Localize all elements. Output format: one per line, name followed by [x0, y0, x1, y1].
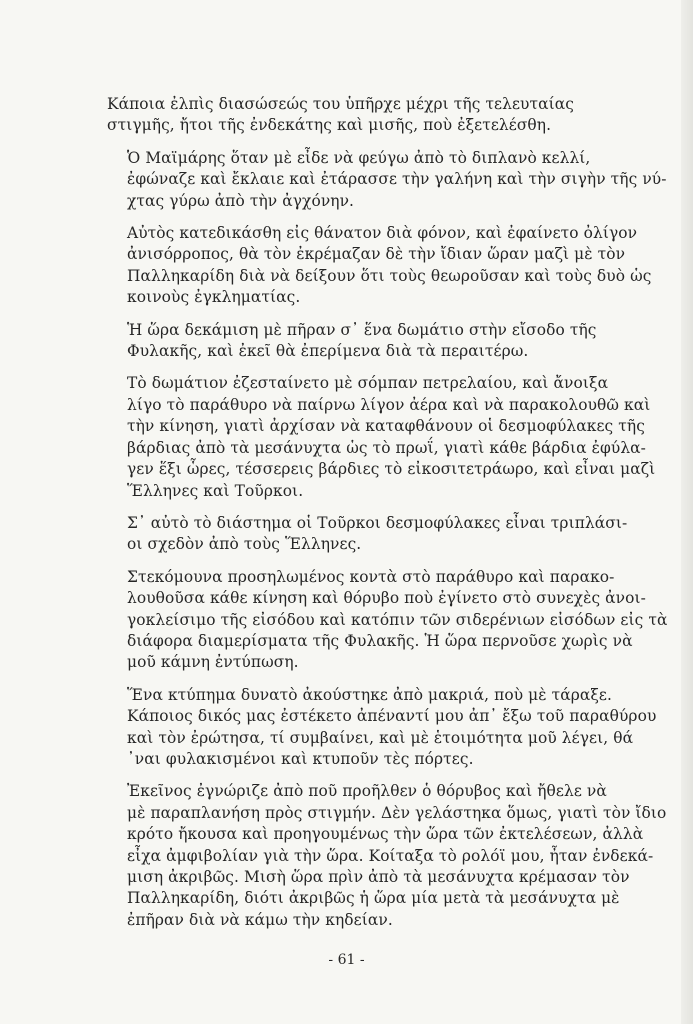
text-line: Αὐτὸς κατεδικάσθη εἰς θάνατον διὰ φόνον, καὶ ἐφαίνετο ὀλίγον	[127, 224, 638, 243]
paragraph	[107, 567, 668, 674]
text-line: Ἕλληνες καὶ Τοῦρκοι.	[127, 481, 304, 500]
text-line: Ἐκεῖνος ἐγνώριζε ἀπὸ ποῦ προῆλθεν ὁ θόρυβος καὶ ἤθελε νὰ	[127, 782, 607, 801]
text-line: Στεκόμουνα προσηλωμένος κοντὰ στὸ παράθυρο καὶ παρακο-	[127, 567, 615, 586]
text-line: Παλληκαρίδη, διότι ἀκριβῶς ἡ ὥρα μία μετὰ τὰ μεσάνυχτα μὲ	[127, 889, 620, 908]
paragraph	[107, 223, 652, 309]
text-line: ἐπῆραν διὰ νὰ κάμω τὴν κηδείαν.	[127, 910, 393, 929]
text-line: κοινοὺς ἐγκληματίας.	[127, 288, 301, 307]
text-line: μοῦ κάμνη ἐντύπωση.	[127, 653, 299, 672]
text-line: Παλληκαρίδη διὰ νὰ δείξουν ὅτι τοὺς θεωροῦσαν καὶ τοὺς δυὸ ὡς	[127, 266, 652, 285]
text-line: Κάποια ἐλπὶς διασώσεώς του ὑπῆρχε μέχρι τῆς τελευταίας	[107, 95, 574, 113]
paragraph	[107, 513, 628, 556]
text-line: λουθοῦσα κάθε κίνηση καὶ θόρυβο ποὺ ἐγίνετο στὸ συνεχὲς ἀνοι-	[127, 589, 646, 608]
text-line: εἶχα ἀμφιβολίαν γιὰ τὴν ὥρα. Κοίταξα τὸ ρολόϊ μου, ἦταν ἐνδεκά-	[127, 846, 654, 865]
text-line: τὴν κίνηση, γιατὶ ἀρχίσαν νὰ καταφθάνουν οἱ δεσμοφύλακες τῆς	[127, 417, 645, 436]
text-line: Κάποιος δικός μας ἐστέκετο ἀπέναντί μου ἀπ᾽ ἔξω τοῦ παραθύρου	[127, 707, 657, 726]
text-line: καὶ τὸν ἐρώτησα, τί συμβαίνει, καὶ μὲ ἑτοιμότητα μοῦ λέγει, θά	[127, 728, 634, 747]
text-line: Σ᾽ αὐτὸ τὸ διάστημα οἱ Τοῦρκοι δεσμοφύλακες εἶναι τριπλάσι-	[127, 513, 628, 532]
text-line: Φυλακῆς, καὶ ἐκεῖ θὰ ἐπερίμενα διὰ τὰ περαιτέρω.	[127, 342, 529, 361]
text-line: Ὁ Μαϊμάρης ὅταν μὲ εἶδε νὰ φεύγω ἀπὸ τὸ διπλανὸ κελλί,	[127, 148, 591, 167]
page-edge-shadow	[681, 0, 693, 1024]
text-line: γοκλείσιμο τῆς εἰσόδου καὶ κατόπιν τῶν σιδερένιων εἰσόδων εἰς τὰ	[127, 610, 668, 629]
text-line: Τὸ δωμάτιον ἐζεσταίνετο μὲ σόμπαν πετρελαίου, καὶ ἄνοιξα	[127, 374, 609, 393]
paragraph	[107, 320, 601, 363]
text-line: ἐφώναζε καὶ ἔκλαιε καὶ ἐτάρασσε τὴν γαλήνη καὶ τὴν σιγὴν τῆς νύ-	[127, 170, 667, 189]
text-line: ᾽ναι φυλακισμένοι καὶ κτυποῦν τὲς πόρτες.	[127, 749, 474, 768]
text-line: μιση ἀκριβῶς. Μισὴ ὥρα πρὶν ἀπὸ τὰ μεσάνυχτα κρέμασαν τὸν	[127, 868, 630, 886]
text-line: Ἡ ὥρα δεκάμιση μὲ πῆραν σ᾽ ἕνα δωμάτιο στὴν εἴσοδο τῆς	[127, 320, 597, 339]
paragraph	[107, 148, 667, 212]
paragraph	[107, 781, 667, 931]
text-line: μὲ παραπλανήση πρὸς στιγμήν. Δὲν γελάστηκα ὅμως, γιατὶ τὸν ἴδιο	[127, 803, 667, 822]
text-line: λίγο τὸ παράθυρο νὰ παίρνω λίγον ἀέρα καὶ νὰ παρακολουθῶ καὶ	[127, 395, 651, 414]
text-line: στιγμῆς, ἤτοι τῆς ἐνδεκάτης καὶ μισῆς, ποὺ ἐξετελέσθη.	[107, 116, 552, 135]
text-line: οι σχεδὸν ἀπὸ τοὺς Ἕλληνες.	[127, 535, 362, 554]
text-line: χτας γύρω ἀπὸ τὴν ἀγχόνην.	[127, 191, 355, 210]
text-line: βάρδιας ἀπὸ τὰ μεσάνυχτα ὡς τὸ πρωΐ, γιατὶ κάθε βάρδια ἐφύλα-	[127, 438, 646, 457]
paragraph	[107, 94, 601, 137]
page-number: - 61 -	[328, 952, 365, 968]
paragraph	[107, 373, 656, 501]
text-line: ἀνισόρροπος, θὰ τὸν ἐκρέμαζαν δὲ τὴν ἴδιαν ὥραν μαζὶ μὲ τὸν	[127, 245, 626, 264]
body-text	[107, 94, 668, 942]
text-line: γεν ἕξι ὧρες, τέσσερεις βάρδιες τὸ εἰκοσιτετράωρο, καὶ εἶναι μαζὶ	[127, 460, 656, 479]
text-line: Ἕνα κτύπημα δυνατὸ ἀκούστηκε ἀπὸ μακριά, ποὺ μὲ τάραξε.	[127, 685, 612, 704]
paragraph	[107, 685, 657, 771]
text-line: διάφορα διαμερίσματα τῆς Φυλακῆς. Ἡ ὥρα περνοῦσε χωρὶς νὰ	[127, 631, 633, 650]
text-line: κρότο ἤκουσα καὶ προηγουμένως τὴν ὥρα τῶν ἐκτελέσεων, ἀλλὰ	[127, 825, 644, 844]
